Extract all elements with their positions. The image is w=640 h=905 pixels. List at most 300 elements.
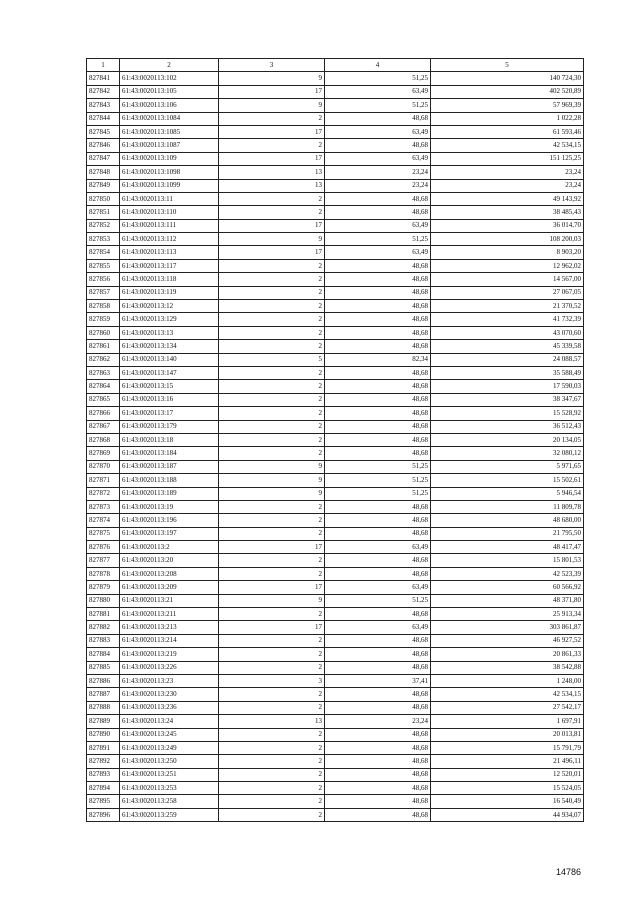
table-cell-col4: 48,68 bbox=[325, 192, 431, 205]
table-cell-col3: 9 bbox=[219, 460, 325, 473]
table-cell-col1: 827862 bbox=[87, 353, 120, 366]
table-cell-col1: 827889 bbox=[87, 715, 120, 728]
table-row bbox=[87, 701, 584, 714]
table-cell-col1: 827846 bbox=[87, 139, 120, 152]
table-cell-col2: 61:43:0020113:258 bbox=[120, 795, 219, 808]
table-cell-col4: 48,68 bbox=[325, 554, 431, 567]
column-header-4: 4 bbox=[325, 59, 431, 72]
table-cell-col3: 2 bbox=[219, 313, 325, 326]
table-cell-col3: 2 bbox=[219, 300, 325, 313]
table-cell-col4: 63,49 bbox=[325, 246, 431, 259]
table-cell-col2: 61:43:0020113:1087 bbox=[120, 139, 219, 152]
table-cell-col5: 1 248,00 bbox=[431, 674, 584, 687]
table-cell-col1: 827849 bbox=[87, 179, 120, 192]
table-cell-col2: 61:43:0020113:110 bbox=[120, 206, 219, 219]
table-cell-col2: 61:43:0020113:113 bbox=[120, 246, 219, 259]
table-cell-col1: 827893 bbox=[87, 768, 120, 781]
table-row bbox=[87, 300, 584, 313]
table-cell-col3: 2 bbox=[219, 808, 325, 821]
table-cell-col5: 32 080,12 bbox=[431, 447, 584, 460]
table-row bbox=[87, 286, 584, 299]
table-cell-col2: 61:43:0020113:112 bbox=[120, 233, 219, 246]
table-cell-col3: 17 bbox=[219, 246, 325, 259]
table-cell-col4: 48,68 bbox=[325, 139, 431, 152]
table-row bbox=[87, 608, 584, 621]
table-cell-col3: 9 bbox=[219, 487, 325, 500]
table-cell-col4: 48,68 bbox=[325, 527, 431, 540]
table-cell-col5: 15 528,92 bbox=[431, 407, 584, 420]
table-cell-col2: 61:43:0020113:187 bbox=[120, 460, 219, 473]
table-cell-col1: 827892 bbox=[87, 755, 120, 768]
table-row bbox=[87, 340, 584, 353]
table-cell-col1: 827842 bbox=[87, 85, 120, 98]
table-cell-col5: 5 946,54 bbox=[431, 487, 584, 500]
table-cell-col4: 48,68 bbox=[325, 500, 431, 513]
table-cell-col2: 61:43:0020113:259 bbox=[120, 808, 219, 821]
table-cell-col3: 17 bbox=[219, 125, 325, 138]
table-cell-col2: 61:43:0020113:117 bbox=[120, 259, 219, 272]
table-cell-col2: 61:43:0020113:1085 bbox=[120, 125, 219, 138]
page-number: 14786 bbox=[556, 867, 582, 877]
table-cell-col2: 61:43:0020113:12 bbox=[120, 300, 219, 313]
table-cell-col5: 24 088,57 bbox=[431, 353, 584, 366]
table-cell-col1: 827884 bbox=[87, 648, 120, 661]
table-row bbox=[87, 393, 584, 406]
table-row bbox=[87, 741, 584, 754]
table-cell-col3: 2 bbox=[219, 259, 325, 272]
table-cell-col1: 827857 bbox=[87, 286, 120, 299]
table-cell-col4: 48,68 bbox=[325, 420, 431, 433]
table-cell-col3: 2 bbox=[219, 741, 325, 754]
table-cell-col1: 827848 bbox=[87, 166, 120, 179]
table-cell-col4: 48,68 bbox=[325, 755, 431, 768]
table-cell-col3: 2 bbox=[219, 755, 325, 768]
table-row bbox=[87, 139, 584, 152]
table-row bbox=[87, 246, 584, 259]
table-cell-col5: 23,24 bbox=[431, 166, 584, 179]
table-cell-col2: 61:43:0020113:19 bbox=[120, 500, 219, 513]
table-cell-col4: 48,68 bbox=[325, 728, 431, 741]
table-cell-col1: 827877 bbox=[87, 554, 120, 567]
table-cell-col1: 827878 bbox=[87, 567, 120, 580]
table-cell-col5: 12 520,01 bbox=[431, 768, 584, 781]
table-cell-col2: 61:43:0020113:226 bbox=[120, 661, 219, 674]
table-cell-col2: 61:43:0020113:211 bbox=[120, 608, 219, 621]
table-cell-col4: 48,68 bbox=[325, 407, 431, 420]
table-cell-col3: 2 bbox=[219, 661, 325, 674]
table-cell-col5: 38 542,88 bbox=[431, 661, 584, 674]
table-row bbox=[87, 755, 584, 768]
table-cell-col5: 15 524,05 bbox=[431, 782, 584, 795]
table-cell-col2: 61:43:0020113:1098 bbox=[120, 166, 219, 179]
table-cell-col2: 61:43:0020113:106 bbox=[120, 99, 219, 112]
table-cell-col2: 61:43:0020113:105 bbox=[120, 85, 219, 98]
table-cell-col5: 38 347,67 bbox=[431, 393, 584, 406]
table-cell-col2: 61:43:0020113:219 bbox=[120, 648, 219, 661]
table-cell-col3: 9 bbox=[219, 99, 325, 112]
table-cell-col4: 48,68 bbox=[325, 433, 431, 446]
table-cell-col3: 2 bbox=[219, 768, 325, 781]
table-row bbox=[87, 782, 584, 795]
table-cell-col2: 61:43:0020113:16 bbox=[120, 393, 219, 406]
table-cell-col1: 827844 bbox=[87, 112, 120, 125]
table-row bbox=[87, 420, 584, 433]
table-cell-col3: 17 bbox=[219, 581, 325, 594]
table-cell-col2: 61:43:0020113:118 bbox=[120, 273, 219, 286]
table-row bbox=[87, 621, 584, 634]
table-cell-col3: 17 bbox=[219, 85, 325, 98]
table-cell-col2: 61:43:0020113:230 bbox=[120, 688, 219, 701]
table-cell-col4: 48,68 bbox=[325, 340, 431, 353]
table-cell-col3: 2 bbox=[219, 192, 325, 205]
table-cell-col4: 51,25 bbox=[325, 594, 431, 607]
table-row bbox=[87, 99, 584, 112]
column-header-3: 3 bbox=[219, 59, 325, 72]
table-cell-col4: 48,68 bbox=[325, 795, 431, 808]
table-row bbox=[87, 674, 584, 687]
table-row bbox=[87, 85, 584, 98]
table-cell-col5: 42 534,15 bbox=[431, 688, 584, 701]
table-row bbox=[87, 380, 584, 393]
table-cell-col2: 61:43:0020113:1099 bbox=[120, 179, 219, 192]
table-cell-col4: 48,68 bbox=[325, 768, 431, 781]
table-cell-col1: 827863 bbox=[87, 366, 120, 379]
table-body bbox=[87, 72, 584, 822]
table-cell-col4: 23,24 bbox=[325, 715, 431, 728]
table-cell-col1: 827865 bbox=[87, 393, 120, 406]
column-header-1: 1 bbox=[87, 59, 120, 72]
table-cell-col3: 2 bbox=[219, 634, 325, 647]
table-cell-col3: 17 bbox=[219, 541, 325, 554]
table-cell-col2: 61:43:0020113:196 bbox=[120, 514, 219, 527]
table-cell-col2: 61:43:0020113:111 bbox=[120, 219, 219, 232]
table-row bbox=[87, 407, 584, 420]
table-cell-col4: 48,68 bbox=[325, 661, 431, 674]
table-row bbox=[87, 514, 584, 527]
table-cell-col1: 827841 bbox=[87, 72, 120, 85]
table-cell-col4: 48,68 bbox=[325, 701, 431, 714]
table-cell-col5: 20 861,33 bbox=[431, 648, 584, 661]
table-cell-col4: 48,68 bbox=[325, 782, 431, 795]
table-cell-col3: 17 bbox=[219, 219, 325, 232]
table-cell-col2: 61:43:0020113:129 bbox=[120, 313, 219, 326]
table-cell-col5: 14 567,00 bbox=[431, 273, 584, 286]
table-cell-col1: 827888 bbox=[87, 701, 120, 714]
table-row bbox=[87, 648, 584, 661]
table-cell-col4: 48,68 bbox=[325, 648, 431, 661]
table-cell-col4: 48,68 bbox=[325, 206, 431, 219]
table-cell-col5: 36 014,70 bbox=[431, 219, 584, 232]
table-cell-col3: 2 bbox=[219, 567, 325, 580]
table-cell-col4: 48,68 bbox=[325, 259, 431, 272]
table-cell-col5: 108 200,03 bbox=[431, 233, 584, 246]
table-cell-col5: 5 971,65 bbox=[431, 460, 584, 473]
table-cell-col3: 2 bbox=[219, 527, 325, 540]
table-cell-col2: 61:43:0020113:13 bbox=[120, 326, 219, 339]
table-cell-col4: 48,68 bbox=[325, 688, 431, 701]
table-cell-col1: 827856 bbox=[87, 273, 120, 286]
table-cell-col2: 61:43:0020113:208 bbox=[120, 567, 219, 580]
table-cell-col4: 48,68 bbox=[325, 286, 431, 299]
table-cell-col1: 827882 bbox=[87, 621, 120, 634]
table-cell-col4: 51,25 bbox=[325, 460, 431, 473]
table-cell-col5: 1 022,28 bbox=[431, 112, 584, 125]
table-row bbox=[87, 125, 584, 138]
table-cell-col5: 15 801,53 bbox=[431, 554, 584, 567]
table-cell-col3: 5 bbox=[219, 353, 325, 366]
table-row bbox=[87, 152, 584, 165]
table-cell-col5: 42 523,39 bbox=[431, 567, 584, 580]
table-row bbox=[87, 273, 584, 286]
table-cell-col5: 12 962,02 bbox=[431, 259, 584, 272]
table-cell-col2: 61:43:0020113:245 bbox=[120, 728, 219, 741]
table-cell-col1: 827886 bbox=[87, 674, 120, 687]
table-row bbox=[87, 594, 584, 607]
table-cell-col1: 827853 bbox=[87, 233, 120, 246]
table-cell-col5: 20 134,05 bbox=[431, 433, 584, 446]
table-cell-col5: 46 927,52 bbox=[431, 634, 584, 647]
table-cell-col1: 827859 bbox=[87, 313, 120, 326]
table-row bbox=[87, 313, 584, 326]
table-cell-col1: 827880 bbox=[87, 594, 120, 607]
table-cell-col3: 2 bbox=[219, 782, 325, 795]
table-cell-col3: 17 bbox=[219, 621, 325, 634]
table-row bbox=[87, 715, 584, 728]
table-row bbox=[87, 661, 584, 674]
table-cell-col3: 2 bbox=[219, 608, 325, 621]
table-cell-col4: 51,25 bbox=[325, 99, 431, 112]
table-row bbox=[87, 581, 584, 594]
table-cell-col2: 61:43:0020113:250 bbox=[120, 755, 219, 768]
table-cell-col5: 25 913,34 bbox=[431, 608, 584, 621]
table-cell-col3: 9 bbox=[219, 72, 325, 85]
table-cell-col4: 63,49 bbox=[325, 541, 431, 554]
table-cell-col5: 27 067,05 bbox=[431, 286, 584, 299]
table-cell-col1: 827843 bbox=[87, 99, 120, 112]
table-row bbox=[87, 112, 584, 125]
table-cell-col3: 2 bbox=[219, 206, 325, 219]
table-cell-col1: 827887 bbox=[87, 688, 120, 701]
column-header-5: 5 bbox=[431, 59, 584, 72]
table-cell-col3: 2 bbox=[219, 139, 325, 152]
table-cell-col4: 48,68 bbox=[325, 608, 431, 621]
table-cell-col5: 27 542,17 bbox=[431, 701, 584, 714]
table-cell-col2: 61:43:0020113:134 bbox=[120, 340, 219, 353]
table-row bbox=[87, 353, 584, 366]
table-cell-col2: 61:43:0020113:253 bbox=[120, 782, 219, 795]
table-cell-col4: 51,25 bbox=[325, 72, 431, 85]
table-cell-col3: 2 bbox=[219, 447, 325, 460]
table-row bbox=[87, 233, 584, 246]
table-cell-col1: 827895 bbox=[87, 795, 120, 808]
table-cell-col3: 2 bbox=[219, 648, 325, 661]
table-cell-col5: 15 791,79 bbox=[431, 741, 584, 754]
table-cell-col2: 61:43:0020113:20 bbox=[120, 554, 219, 567]
table-cell-col5: 140 724,30 bbox=[431, 72, 584, 85]
table-cell-col2: 61:43:0020113:147 bbox=[120, 366, 219, 379]
table-cell-col1: 827883 bbox=[87, 634, 120, 647]
table-row bbox=[87, 366, 584, 379]
table-cell-col1: 827867 bbox=[87, 420, 120, 433]
table-cell-col4: 63,49 bbox=[325, 581, 431, 594]
table-cell-col5: 21 370,52 bbox=[431, 300, 584, 313]
table-cell-col3: 3 bbox=[219, 674, 325, 687]
table-row bbox=[87, 567, 584, 580]
table-cell-col2: 61:43:0020113:119 bbox=[120, 286, 219, 299]
table-row bbox=[87, 554, 584, 567]
table-cell-col4: 48,68 bbox=[325, 808, 431, 821]
table-cell-col3: 17 bbox=[219, 152, 325, 165]
table-cell-col4: 23,24 bbox=[325, 179, 431, 192]
table-cell-col4: 37,41 bbox=[325, 674, 431, 687]
table-row bbox=[87, 500, 584, 513]
table-cell-col3: 2 bbox=[219, 380, 325, 393]
table-cell-col1: 827881 bbox=[87, 608, 120, 621]
table-cell-col4: 51,25 bbox=[325, 487, 431, 500]
table-cell-col4: 51,25 bbox=[325, 474, 431, 487]
table-cell-col3: 2 bbox=[219, 420, 325, 433]
table-cell-col1: 827854 bbox=[87, 246, 120, 259]
table-row bbox=[87, 166, 584, 179]
table-cell-col5: 57 969,39 bbox=[431, 99, 584, 112]
table-cell-col5: 49 143,92 bbox=[431, 192, 584, 205]
table-cell-col2: 61:43:0020113:197 bbox=[120, 527, 219, 540]
table-cell-col1: 827879 bbox=[87, 581, 120, 594]
table-cell-col1: 827852 bbox=[87, 219, 120, 232]
table-cell-col5: 45 339,58 bbox=[431, 340, 584, 353]
table-cell-col3: 2 bbox=[219, 688, 325, 701]
table-cell-col4: 63,49 bbox=[325, 152, 431, 165]
table-cell-col1: 827870 bbox=[87, 460, 120, 473]
table-cell-col1: 827890 bbox=[87, 728, 120, 741]
table-cell-col3: 2 bbox=[219, 366, 325, 379]
table-cell-col2: 61:43:0020113:15 bbox=[120, 380, 219, 393]
table-cell-col3: 2 bbox=[219, 407, 325, 420]
table-row bbox=[87, 447, 584, 460]
table-cell-col3: 2 bbox=[219, 701, 325, 714]
table-cell-col4: 48,68 bbox=[325, 514, 431, 527]
table-cell-col5: 15 502,61 bbox=[431, 474, 584, 487]
table-cell-col3: 2 bbox=[219, 554, 325, 567]
table-row bbox=[87, 541, 584, 554]
table-cell-col4: 48,68 bbox=[325, 300, 431, 313]
table-row bbox=[87, 179, 584, 192]
table-row bbox=[87, 768, 584, 781]
table-cell-col1: 827875 bbox=[87, 527, 120, 540]
table-row bbox=[87, 192, 584, 205]
table-row bbox=[87, 688, 584, 701]
table-cell-col2: 61:43:0020113:21 bbox=[120, 594, 219, 607]
table-row bbox=[87, 219, 584, 232]
table-cell-col5: 48 680,00 bbox=[431, 514, 584, 527]
table-cell-col2: 61:43:0020113:140 bbox=[120, 353, 219, 366]
table-cell-col3: 2 bbox=[219, 326, 325, 339]
table-cell-col2: 61:43:0020113:236 bbox=[120, 701, 219, 714]
table-cell-col5: 303 861,87 bbox=[431, 621, 584, 634]
table-cell-col4: 63,49 bbox=[325, 125, 431, 138]
table-cell-col2: 61:43:0020113:23 bbox=[120, 674, 219, 687]
table-cell-col3: 9 bbox=[219, 594, 325, 607]
table-cell-col2: 61:43:0020113:11 bbox=[120, 192, 219, 205]
table-cell-col5: 44 934,07 bbox=[431, 808, 584, 821]
table-cell-col5: 61 593,46 bbox=[431, 125, 584, 138]
table-cell-col2: 61:43:0020113:18 bbox=[120, 433, 219, 446]
table-cell-col1: 827894 bbox=[87, 782, 120, 795]
table-cell-col3: 9 bbox=[219, 474, 325, 487]
table-row bbox=[87, 460, 584, 473]
header-row bbox=[87, 59, 584, 72]
table-cell-col1: 827845 bbox=[87, 125, 120, 138]
table-cell-col4: 48,68 bbox=[325, 313, 431, 326]
table-cell-col4: 48,68 bbox=[325, 567, 431, 580]
data-table bbox=[86, 58, 584, 822]
table-cell-col5: 48 417,47 bbox=[431, 541, 584, 554]
table-cell-col2: 61:43:0020113:2 bbox=[120, 541, 219, 554]
table-cell-col1: 827858 bbox=[87, 300, 120, 313]
table-cell-col1: 827847 bbox=[87, 152, 120, 165]
table-cell-col1: 827864 bbox=[87, 380, 120, 393]
table-cell-col5: 48 371,80 bbox=[431, 594, 584, 607]
table-row bbox=[87, 808, 584, 821]
table-cell-col4: 48,68 bbox=[325, 273, 431, 286]
table-cell-col5: 23,24 bbox=[431, 179, 584, 192]
table-cell-col5: 41 732,39 bbox=[431, 313, 584, 326]
table-cell-col4: 48,68 bbox=[325, 380, 431, 393]
table-cell-col2: 61:43:0020113:188 bbox=[120, 474, 219, 487]
table-cell-col2: 61:43:0020113:184 bbox=[120, 447, 219, 460]
table-cell-col4: 48,68 bbox=[325, 393, 431, 406]
table-cell-col5: 35 588,49 bbox=[431, 366, 584, 379]
table-cell-col3: 2 bbox=[219, 433, 325, 446]
table-cell-col3: 13 bbox=[219, 166, 325, 179]
table-cell-col3: 2 bbox=[219, 795, 325, 808]
table-cell-col4: 23,24 bbox=[325, 166, 431, 179]
table-cell-col2: 61:43:0020113:17 bbox=[120, 407, 219, 420]
table-row bbox=[87, 326, 584, 339]
table-cell-col5: 8 903,20 bbox=[431, 246, 584, 259]
table-cell-col4: 82,34 bbox=[325, 353, 431, 366]
table-cell-col4: 63,49 bbox=[325, 219, 431, 232]
table-row bbox=[87, 795, 584, 808]
table-cell-col1: 827891 bbox=[87, 741, 120, 754]
table-cell-col4: 48,68 bbox=[325, 634, 431, 647]
table-cell-col1: 827860 bbox=[87, 326, 120, 339]
table-row bbox=[87, 487, 584, 500]
table-cell-col4: 48,68 bbox=[325, 112, 431, 125]
table-cell-col1: 827876 bbox=[87, 541, 120, 554]
table-cell-col2: 61:43:0020113:1084 bbox=[120, 112, 219, 125]
table-cell-col3: 2 bbox=[219, 500, 325, 513]
table-row bbox=[87, 728, 584, 741]
table-row bbox=[87, 72, 584, 85]
table-cell-col4: 48,68 bbox=[325, 366, 431, 379]
table-cell-col1: 827855 bbox=[87, 259, 120, 272]
table-cell-col2: 61:43:0020113:213 bbox=[120, 621, 219, 634]
table-cell-col5: 21 795,50 bbox=[431, 527, 584, 540]
table-cell-col2: 61:43:0020113:209 bbox=[120, 581, 219, 594]
table-cell-col1: 827896 bbox=[87, 808, 120, 821]
table-row bbox=[87, 206, 584, 219]
table-cell-col1: 827869 bbox=[87, 447, 120, 460]
table-cell-col1: 827868 bbox=[87, 433, 120, 446]
table-cell-col5: 402 520,89 bbox=[431, 85, 584, 98]
table-cell-col1: 827874 bbox=[87, 514, 120, 527]
table-row bbox=[87, 433, 584, 446]
table-cell-col1: 827861 bbox=[87, 340, 120, 353]
table-cell-col1: 827873 bbox=[87, 500, 120, 513]
table-cell-col3: 2 bbox=[219, 340, 325, 353]
table-cell-col2: 61:43:0020113:251 bbox=[120, 768, 219, 781]
